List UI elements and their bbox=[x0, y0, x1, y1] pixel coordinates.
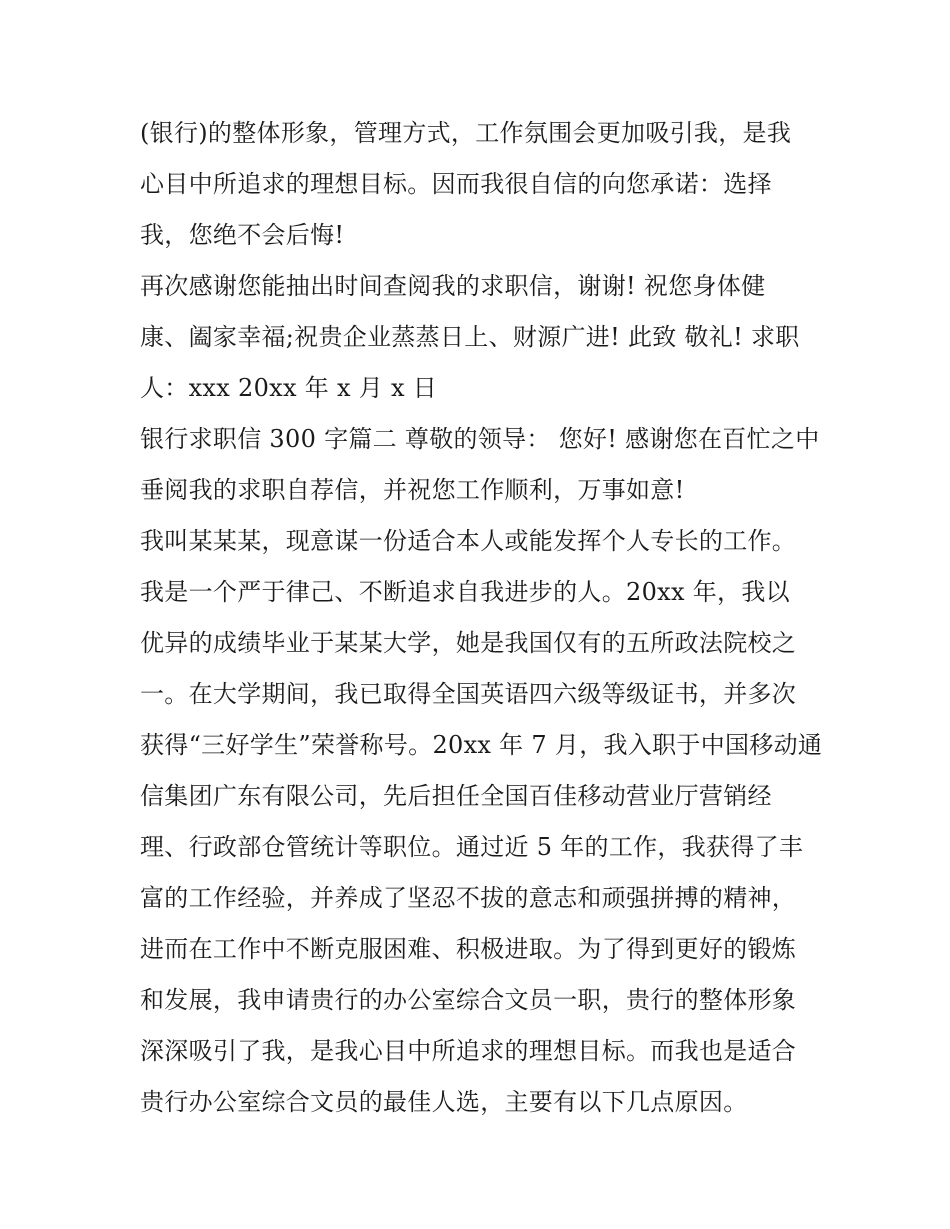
text-line: 垂阅我的求职自荐信，并祝您工作顺利，万事如意! bbox=[140, 476, 685, 504]
text-line: 一。在大学期间，我已取得全国英语四六级等级证书，并多次 bbox=[140, 680, 797, 708]
text-line: 信集团广东有限公司，先后担任全国百佳移动营业厅营销经 bbox=[140, 782, 772, 810]
text-line: 我是一个严于律己、不断追求自我进步的人。20xx 年，我以 bbox=[140, 578, 790, 606]
text-line: 我，您绝不会后悔! bbox=[140, 221, 345, 249]
text-line: 人：xxx 20xx 年 x 月 x 日 bbox=[140, 374, 438, 402]
text-line: 获得“三好学生”荣誉称号。20xx 年 7 月，我入职于中国移动通 bbox=[140, 731, 823, 759]
text-line: 再次感谢您能抽出时间查阅我的求职信，谢谢! 祝您身体健 bbox=[140, 272, 766, 300]
text-line: 深深吸引了我，是我心目中所追求的理想目标。而我也是适合 bbox=[140, 1037, 797, 1065]
text-line: 理、行政部仓管统计等职位。通过近 5 年的工作，我获得了丰 bbox=[140, 833, 804, 861]
text-line: 康、阖家幸福;祝贵企业蒸蒸日上、财源广进! 此致 敬礼! 求职 bbox=[140, 323, 800, 351]
text-line: 银行求职信 300 字篇二 尊敬的领导： 您好! 感谢您在百忙之中 bbox=[140, 425, 820, 453]
text-line: 和发展，我申请贵行的办公室综合文员一职，贵行的整体形象 bbox=[140, 986, 797, 1014]
text-line: 心目中所追求的理想目标。因而我很自信的向您承诺：选择 bbox=[140, 170, 772, 198]
text-line: 富的工作经验，并养成了坚忍不拔的意志和顽强拼搏的精神， bbox=[140, 884, 797, 912]
text-line: 进而在工作中不断克服困难、积极进取。为了得到更好的锻炼 bbox=[140, 935, 797, 963]
text-line: (银行)的整体形象，管理方式，工作氛围会更加吸引我，是我 bbox=[140, 119, 792, 147]
text-line: 贵行办公室综合文员的最佳人选，主要有以下几点原因。 bbox=[140, 1088, 748, 1116]
body-text bbox=[140, 108, 823, 1128]
text-line: 优异的成绩毕业于某某大学，她是我国仅有的五所政法院校之 bbox=[140, 629, 797, 657]
text-line: 我叫某某某，现意谋一份适合本人或能发挥个人专长的工作。 bbox=[140, 527, 797, 555]
